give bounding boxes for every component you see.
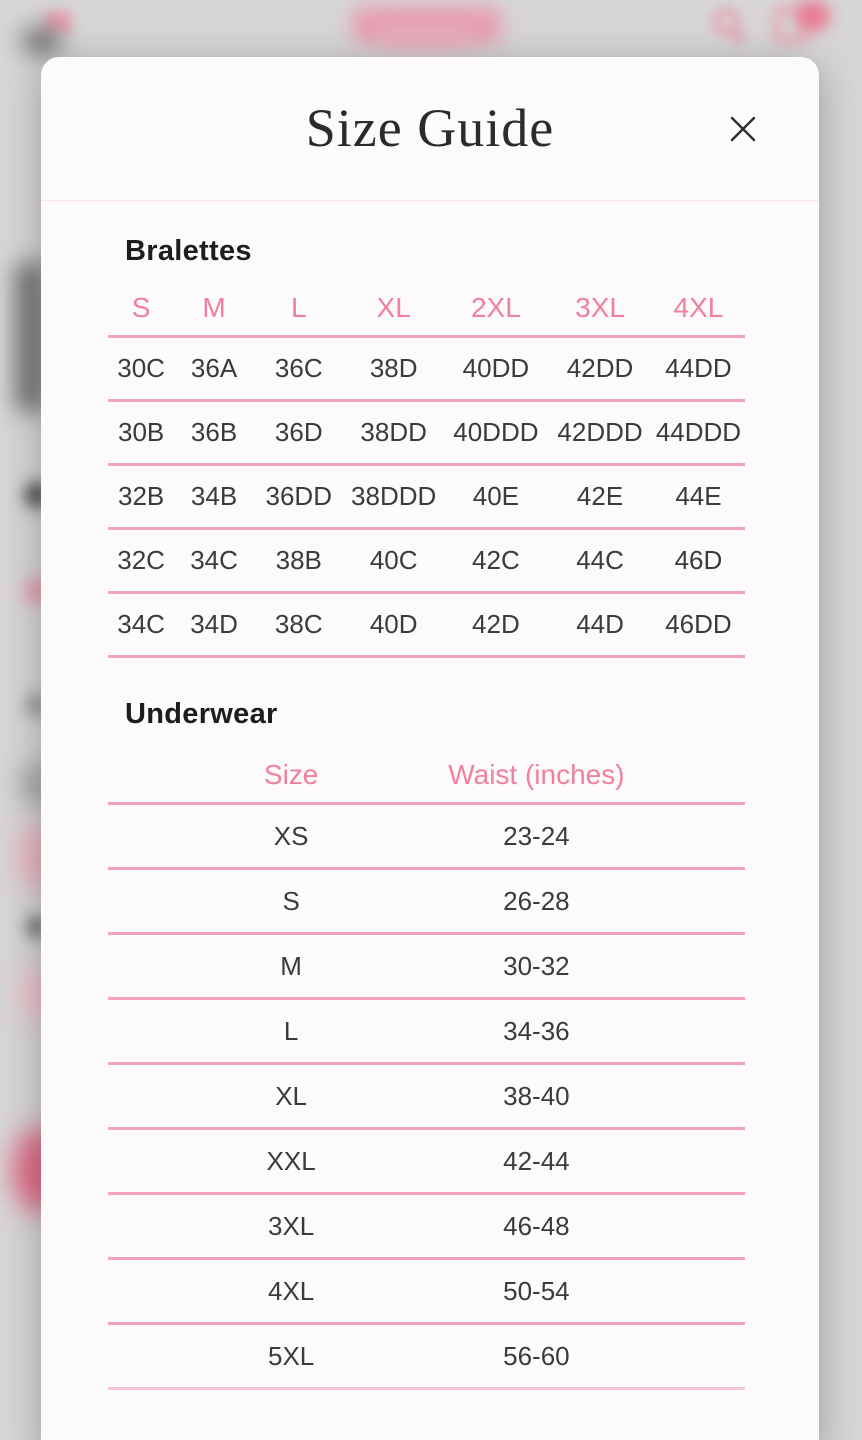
table-row <box>108 466 745 530</box>
table-body <box>108 338 745 658</box>
column-header: 4XL <box>673 291 724 323</box>
size-cell: 32C <box>117 545 165 575</box>
column-header: L <box>290 291 307 323</box>
search-icon <box>712 8 740 36</box>
size-cell: 34D <box>190 609 238 639</box>
column-header: Waist (inches) <box>448 758 625 790</box>
header-divider <box>41 200 819 201</box>
size-cell: 42D <box>472 609 520 639</box>
size-cell: S <box>282 885 300 916</box>
underwear-table <box>108 747 745 1390</box>
size-cell: 56-60 <box>503 1340 570 1371</box>
modal-body <box>41 201 819 1390</box>
table-row <box>108 530 745 594</box>
section-heading-bralettes: Bralettes <box>125 235 252 267</box>
size-cell: 34B <box>190 481 238 511</box>
size-cell: 44DD <box>665 353 732 383</box>
table-row <box>108 805 745 870</box>
column-header: Size <box>263 758 319 790</box>
size-cell: 42E <box>576 481 624 511</box>
size-cell: 44E <box>675 481 722 511</box>
size-cell: 38DDD <box>351 481 437 511</box>
size-cell: 50-54 <box>503 1275 570 1306</box>
size-cell: 42-44 <box>503 1145 570 1176</box>
table-row <box>108 1065 745 1130</box>
size-cell: 38DD <box>360 417 427 447</box>
size-cell: 36A <box>190 353 238 383</box>
size-cell: 3XL <box>268 1210 315 1241</box>
size-cell: 30C <box>117 353 165 383</box>
size-cell: 40C <box>369 545 418 575</box>
size-cell: 46D <box>674 545 723 575</box>
table-header-row <box>108 280 745 338</box>
size-cell: 42DDD <box>557 417 643 447</box>
cart-badge <box>796 0 830 32</box>
size-cell: XS <box>273 820 309 851</box>
close-icon <box>727 113 759 145</box>
size-cell: 32B <box>117 481 165 511</box>
size-cell: 30-32 <box>503 950 570 981</box>
size-cell: 30B <box>117 417 165 447</box>
menu-icon <box>45 11 71 33</box>
size-cell: 4XL <box>268 1275 315 1306</box>
size-cell: 42DD <box>566 353 634 383</box>
column-header: S <box>131 291 151 323</box>
size-guide-modal <box>41 57 819 1440</box>
size-cell: 40E <box>472 481 520 511</box>
bralettes-table <box>108 280 745 658</box>
table-header-row <box>108 747 745 805</box>
size-cell: 38B <box>275 545 322 575</box>
search-icon <box>734 30 743 44</box>
modal-header <box>41 57 819 201</box>
close-button[interactable] <box>723 109 763 149</box>
table-row <box>108 1195 745 1260</box>
table-row <box>108 402 745 466</box>
column-header: M <box>202 291 226 323</box>
column-header: XL <box>376 291 411 323</box>
size-cell: 36DD <box>265 481 332 511</box>
size-cell: XL <box>275 1080 308 1111</box>
table-row <box>108 338 745 402</box>
size-cell: 44DDD <box>655 417 742 447</box>
size-cell: 44D <box>576 609 624 639</box>
table-row <box>108 935 745 1000</box>
size-cell: XXL <box>266 1145 316 1176</box>
size-cell: 40DD <box>462 353 530 383</box>
size-cell: 38C <box>274 609 323 639</box>
size-cell: 34-36 <box>503 1015 570 1046</box>
column-header: 3XL <box>575 291 625 323</box>
section-bralettes <box>108 235 745 658</box>
table-row <box>108 594 745 658</box>
size-cell: 5XL <box>268 1340 315 1371</box>
shopping-bag-icon <box>774 6 808 44</box>
section-heading-underwear: Underwear <box>125 698 278 730</box>
size-cell: M <box>280 950 302 981</box>
table-body <box>108 805 745 1390</box>
size-cell: 40DDD <box>453 417 539 447</box>
table-row <box>108 1260 745 1325</box>
size-cell: 36D <box>274 417 323 447</box>
size-cell: 38D <box>369 353 418 383</box>
size-cell: 36B <box>190 417 238 447</box>
table-row <box>108 870 745 935</box>
size-cell: 44C <box>576 545 624 575</box>
store-logo <box>380 30 470 46</box>
blurred-background-element <box>22 26 62 56</box>
table-row <box>108 1130 745 1195</box>
table-row <box>108 1325 745 1390</box>
size-cell: 42C <box>472 545 520 575</box>
size-cell: 34C <box>117 609 165 639</box>
size-cell: 26-28 <box>503 885 570 916</box>
size-cell: 46DD <box>665 609 732 639</box>
modal-title: Size Guide <box>305 98 555 158</box>
size-cell: 23-24 <box>503 820 570 851</box>
column-header: 2XL <box>470 291 521 323</box>
size-cell: L <box>283 1015 299 1046</box>
store-logo <box>352 6 502 44</box>
size-cell: 38-40 <box>503 1080 570 1111</box>
size-cell: 40D <box>369 609 418 639</box>
table-row <box>108 1000 745 1065</box>
size-cell: 36C <box>274 353 323 383</box>
size-cell: 34C <box>190 545 238 575</box>
section-underwear <box>108 698 745 1390</box>
size-cell: 46-48 <box>503 1210 570 1241</box>
